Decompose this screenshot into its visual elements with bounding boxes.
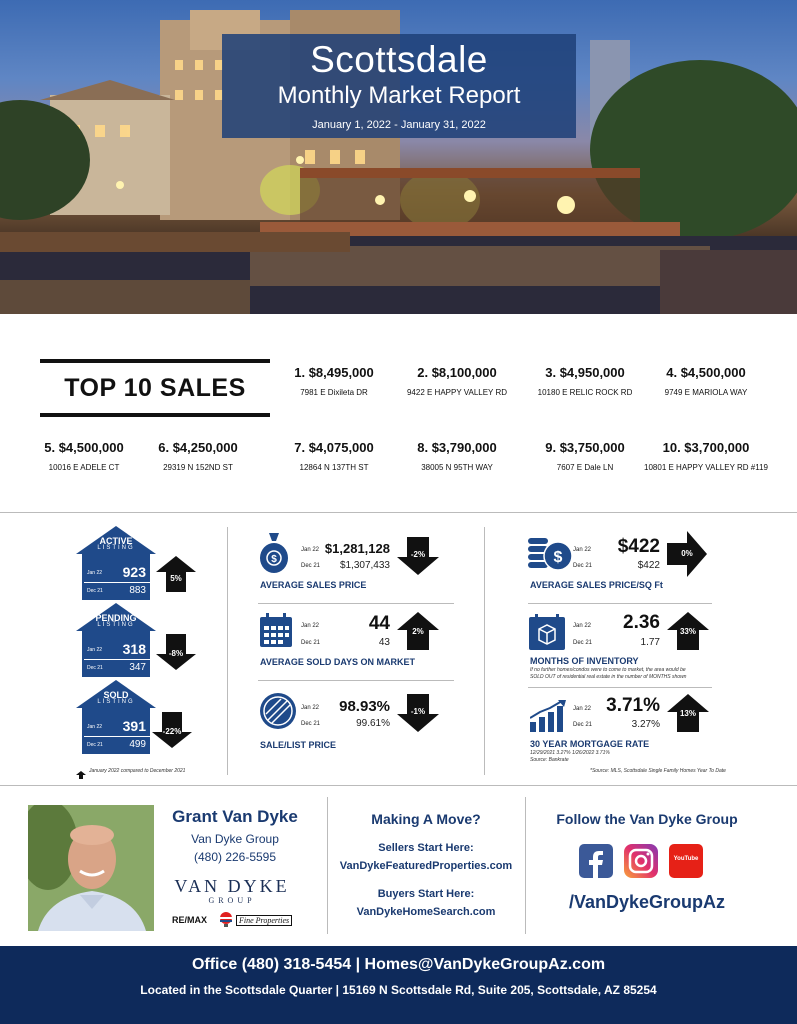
agent-name: Grant Van Dyke xyxy=(172,807,298,826)
van-dyke-logo-sub: GROUP xyxy=(208,896,256,905)
change-value: -1% xyxy=(410,707,426,716)
arrow-up-icon xyxy=(397,612,439,650)
sale-item xyxy=(123,440,273,472)
listing-previous-value: 347 xyxy=(129,662,146,673)
month-label: Dec 21 xyxy=(301,640,321,646)
mortgage-source: Source: Bankrate xyxy=(530,757,569,763)
listing-sublabel: LISTING xyxy=(97,699,135,705)
change-value: -2% xyxy=(410,550,426,559)
sold-days-current: 44 xyxy=(368,613,390,634)
youtube-icon[interactable] xyxy=(669,844,703,878)
stat-title: AVERAGE SOLD DAYS ON MARKET xyxy=(260,657,416,667)
listing-previous-value: 499 xyxy=(129,739,146,750)
months-inventory-current: 2.36 xyxy=(623,612,660,633)
stat-divider xyxy=(258,603,454,604)
growth-chart-icon xyxy=(530,700,566,732)
arrow-up-icon xyxy=(156,556,196,592)
sale-address: 38005 N 95TH WAY xyxy=(421,463,493,472)
month-label: Jan 22 xyxy=(87,647,103,653)
report-date-range: January 1, 2022 - January 31, 2022 xyxy=(312,119,486,131)
active-listing-house xyxy=(76,524,156,602)
column-divider xyxy=(484,527,485,775)
arrow-down-icon xyxy=(152,712,192,748)
month-label: Dec 21 xyxy=(573,563,593,569)
listing-current-value: 391 xyxy=(122,718,146,734)
month-label: Jan 22 xyxy=(301,705,320,711)
average-price-previous: $1,307,433 xyxy=(339,560,390,571)
listing-sublabel: LISTING xyxy=(97,545,135,551)
stat-title: 30 YEAR MORTGAGE RATE xyxy=(530,739,650,749)
arrow-up-icon xyxy=(667,694,709,732)
arrow-down-icon xyxy=(156,634,196,670)
follow-heading: Follow the Van Dyke Group xyxy=(556,811,738,827)
coins-icon xyxy=(528,536,572,572)
listing-label: SOLD xyxy=(103,690,129,700)
sale-address: 12864 N 137TH ST xyxy=(299,463,369,472)
month-label: Dec 21 xyxy=(301,721,321,727)
instagram-icon[interactable] xyxy=(624,844,658,878)
money-bag-icon xyxy=(260,533,288,573)
sellers-label: Sellers Start Here: xyxy=(378,842,474,854)
agent-photo xyxy=(28,805,154,931)
sale-address: 10180 E RELIC ROCK RD xyxy=(537,388,633,397)
percentage-dial-icon xyxy=(259,692,297,730)
arrow-up-icon xyxy=(76,766,86,774)
footer-bar xyxy=(0,946,797,1024)
stat-divider xyxy=(258,680,454,681)
section-divider xyxy=(0,785,797,786)
sale-price: 2. $8,100,000 xyxy=(417,365,497,380)
hero-image xyxy=(0,0,797,314)
sale-item xyxy=(631,365,781,397)
sale-address: 10801 E HAPPY VALLEY RD #119 xyxy=(644,463,768,472)
column-divider xyxy=(227,527,228,775)
van-dyke-logo: VAN DYKE xyxy=(174,876,290,896)
sale-price: 7. $4,075,000 xyxy=(294,440,374,455)
making-a-move-heading: Making A Move? xyxy=(371,811,481,827)
sold-days-previous: 43 xyxy=(378,637,390,648)
month-label: Jan 22 xyxy=(573,623,592,629)
months-inventory-previous: 1.77 xyxy=(640,637,660,648)
month-label: Jan 22 xyxy=(573,706,592,712)
listing-label: ACTIVE xyxy=(99,536,133,546)
sale-price: 9. $3,750,000 xyxy=(545,440,625,455)
buyers-label: Buyers Start Here: xyxy=(377,888,475,900)
sale-list-previous: 99.61% xyxy=(356,718,390,729)
remax-logo: RE/MAX xyxy=(172,915,208,925)
stat-title: SALE/LIST PRICE xyxy=(260,740,337,750)
change-value: 13% xyxy=(679,709,696,718)
mortgage-note: 12/29/2021 3.27% 1/26/2022 3.71% xyxy=(530,750,610,756)
average-price-current: $1,281,128 xyxy=(324,541,390,556)
sale-price: 4. $4,500,000 xyxy=(666,365,746,380)
sale-price: 1. $8,495,000 xyxy=(294,365,374,380)
month-label: Jan 22 xyxy=(301,623,320,629)
arrow-up-icon xyxy=(667,612,709,650)
agent-phone[interactable]: (480) 226-5595 xyxy=(193,850,277,864)
fine-properties-logo: Fine Properties xyxy=(236,915,292,926)
office-address: Located in the Scottsdale Quarter | 15169 N Scottsdale Rd, Suite 205, Scottsdale, AZ 85254 xyxy=(140,983,657,997)
sale-price: 8. $3,790,000 xyxy=(417,440,497,455)
office-contact: Office (480) 318-5454 | Homes@VanDykeGroupAz.com xyxy=(191,956,606,973)
listing-previous-value: 883 xyxy=(129,585,146,596)
report-city-title: Scottsdale xyxy=(310,39,488,80)
change-value: -8% xyxy=(168,649,184,658)
stat-divider xyxy=(528,603,712,604)
sale-address: 10016 E ADELE CT xyxy=(48,463,120,472)
sale-list-current: 98.93% xyxy=(339,698,390,715)
mortgage-rate-previous: 3.27% xyxy=(631,719,660,730)
sale-price: 6. $4,250,000 xyxy=(158,440,238,455)
data-source-note: *Source: MLS, Scottsdale Single Family Homes Year To Date xyxy=(590,768,726,774)
sale-price: 10. $3,700,000 xyxy=(662,440,750,455)
sale-price: 5. $4,500,000 xyxy=(44,440,124,455)
inventory-note: If no further homes/condos were to come to market, the area would be xyxy=(530,667,686,673)
sale-address: 7981 E Dixileta DR xyxy=(300,388,368,397)
svg-text:$: $ xyxy=(271,554,277,565)
youtube-text: YouTube xyxy=(673,856,699,862)
stat-title: AVERAGE SALES PRICE/SQ Ft xyxy=(530,580,663,590)
agent-company: Van Dyke Group xyxy=(191,832,279,846)
month-label: Jan 22 xyxy=(87,724,103,730)
report-title-box xyxy=(222,34,576,138)
listing-current-value: 318 xyxy=(122,641,146,657)
social-handle[interactable]: /VanDykeGroupAz xyxy=(568,892,726,912)
report-subtitle: Monthly Market Report xyxy=(277,82,521,109)
change-value: 5% xyxy=(170,574,182,583)
balloon-icon xyxy=(219,912,233,928)
month-label: Jan 22 xyxy=(301,547,320,553)
stat-divider xyxy=(528,687,712,688)
stat-title: AVERAGE SALES PRICE xyxy=(260,580,367,590)
change-value: 2% xyxy=(412,627,424,636)
pending-listing-house xyxy=(76,601,156,679)
facebook-icon[interactable] xyxy=(579,844,613,878)
calendar-icon xyxy=(260,613,292,647)
inventory-note: SOLD OUT of residential real estate in the number of MONTHS shown xyxy=(530,674,687,680)
sellers-link[interactable]: VanDykeFeaturedProperties.com xyxy=(339,860,513,872)
listing-sublabel: LISTING xyxy=(97,622,135,628)
top10-heading xyxy=(40,359,270,417)
month-label: Dec 21 xyxy=(301,563,321,569)
price-sqft-previous: $422 xyxy=(637,560,660,571)
svg-text:$: $ xyxy=(553,549,563,566)
price-sqft-current: $422 xyxy=(617,536,660,557)
month-label: Dec 21 xyxy=(87,665,103,671)
inventory-box-icon xyxy=(529,614,565,650)
top10-heading-text: TOP 10 SALES xyxy=(64,374,246,402)
buyers-link[interactable]: VanDykeHomeSearch.com xyxy=(356,906,496,918)
sale-address: 7607 E Dale LN xyxy=(556,463,614,472)
change-value: 33% xyxy=(679,627,696,636)
month-label: Dec 21 xyxy=(573,722,593,728)
stat-title: MONTHS OF INVENTORY xyxy=(530,656,639,666)
contact-divider xyxy=(327,797,328,934)
arrow-down-icon xyxy=(397,694,439,732)
month-label: Jan 22 xyxy=(87,570,103,576)
sale-address: 9749 E MARIOLA WAY xyxy=(664,388,748,397)
month-label: Dec 21 xyxy=(87,588,103,594)
change-value: 0% xyxy=(681,549,693,558)
month-label: Dec 21 xyxy=(87,742,103,748)
mortgage-rate-current: 3.71% xyxy=(606,695,660,716)
listing-current-value: 923 xyxy=(122,564,146,580)
sale-address: 9422 E HAPPY VALLEY RD xyxy=(406,388,508,397)
change-value: -22% xyxy=(162,727,182,736)
sale-item xyxy=(623,440,789,472)
arrow-right-icon xyxy=(667,531,707,577)
month-label: Dec 21 xyxy=(573,640,593,646)
sale-address: 29319 N 152ND ST xyxy=(163,463,233,472)
listing-label: PENDING xyxy=(95,613,137,623)
month-label: Jan 22 xyxy=(573,547,592,553)
sold-listing-house xyxy=(76,678,156,756)
comparison-note: January 2022 compared to December 2021 xyxy=(89,768,186,774)
sale-price: 3. $4,950,000 xyxy=(545,365,625,380)
arrow-down-icon xyxy=(397,537,439,575)
contact-divider xyxy=(525,797,526,934)
section-divider xyxy=(0,512,797,513)
